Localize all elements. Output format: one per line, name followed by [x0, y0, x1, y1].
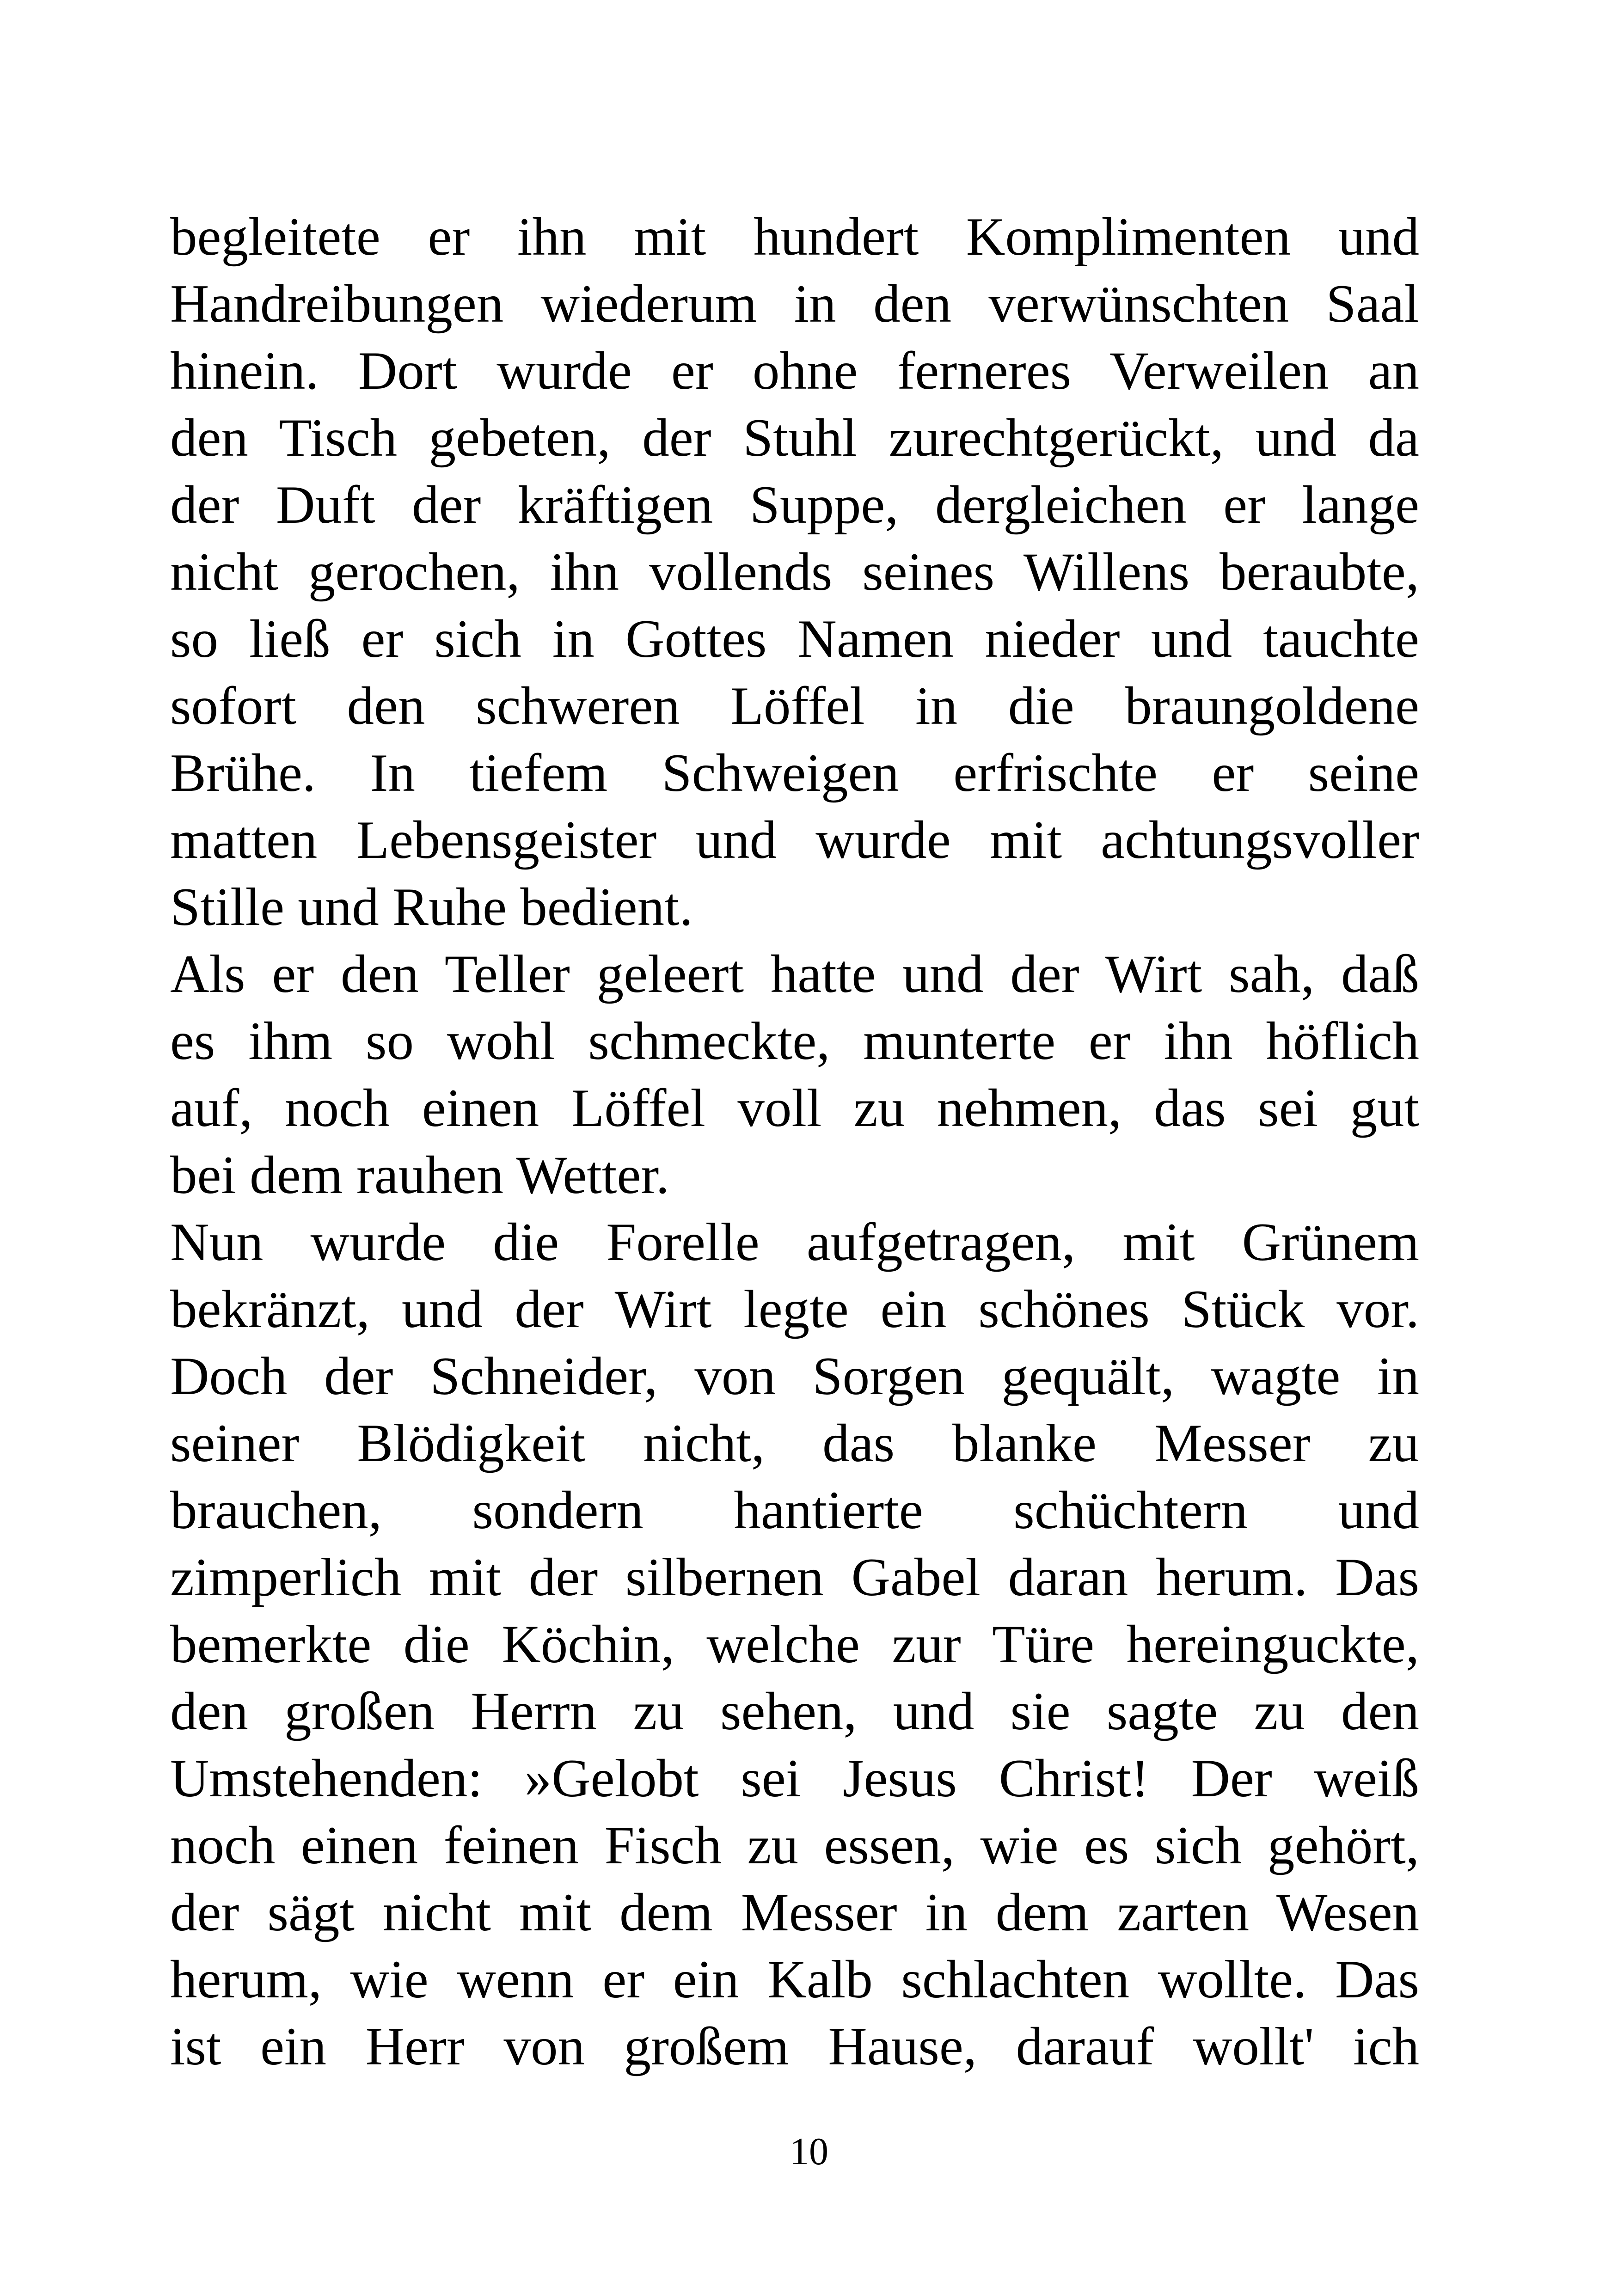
text-line: bekränzt, und der Wirt legte ein schönes Stück vor.	[170, 1280, 1419, 1339]
text-line: den Tisch gebeten, der Stuhl zurechtgerückt, und da	[170, 408, 1419, 468]
text-line: den großen Herrn zu sehen, und sie sagte zu den	[170, 1682, 1419, 1741]
text-line: sofort den schweren Löffel in die braungoldene	[170, 676, 1419, 736]
text-line: Als er den Teller geleert hatte und der Wirt sah, daß	[170, 944, 1419, 1004]
text-line: bemerkte die Köchin, welche zur Türe hereinguckte,	[170, 1615, 1419, 1674]
text-line: ist ein Herr von großem Hause, darauf wollt' ich	[170, 2017, 1419, 2076]
text-line: hinein. Dort wurde er ohne ferneres Verweilen an	[170, 341, 1419, 401]
text-line: nicht gerochen, ihn vollends seines Willens beraubte,	[170, 542, 1419, 602]
text-line: zimperlich mit der silbernen Gabel daran herum. Das	[170, 1548, 1419, 1607]
text-line: Handreibungen wiederum in den verwünschten Saal	[170, 274, 1419, 334]
text-line: der Duft der kräftigen Suppe, dergleichen er lange	[170, 475, 1419, 535]
text-line: seiner Blödigkeit nicht, das blanke Messer zu	[170, 1414, 1419, 1473]
paragraph-end-line: Stille und Ruhe bedient.	[170, 877, 693, 937]
text-line: Doch der Schneider, von Sorgen gequält, wagte in	[170, 1347, 1419, 1406]
page-number: 10	[790, 2130, 828, 2173]
text-line: herum, wie wenn er ein Kalb schlachten wollte. Das	[170, 1950, 1419, 2009]
text-line: so ließ er sich in Gottes Namen nieder und tauchte	[170, 609, 1419, 669]
text-line: der sägt nicht mit dem Messer in dem zarten Wesen	[170, 1883, 1419, 1942]
paragraph-end-line: bei dem rauhen Wetter.	[170, 1145, 670, 1205]
text-line: brauchen, sondern hantierte schüchtern und	[170, 1481, 1419, 1540]
text-line: Umstehenden: »Gelobt sei Jesus Christ! Der weiß	[170, 1749, 1419, 1808]
text-line: auf, noch einen Löffel voll zu nehmen, das sei gut	[170, 1078, 1419, 1138]
text-line: noch einen feinen Fisch zu essen, wie es sich gehört,	[170, 1816, 1419, 1875]
text-line: Brühe. In tiefem Schweigen erfrischte er seine	[170, 743, 1419, 803]
text-line: matten Lebensgeister und wurde mit achtungsvoller	[170, 810, 1419, 870]
body-text	[170, 203, 1419, 2080]
text-line: es ihm so wohl schmeckte, munterte er ihn höflich	[170, 1011, 1419, 1071]
text-line: Nun wurde die Forelle aufgetragen, mit Grünem	[170, 1212, 1419, 1272]
text-line: begleitete er ihn mit hundert Komplimenten und	[170, 207, 1419, 267]
